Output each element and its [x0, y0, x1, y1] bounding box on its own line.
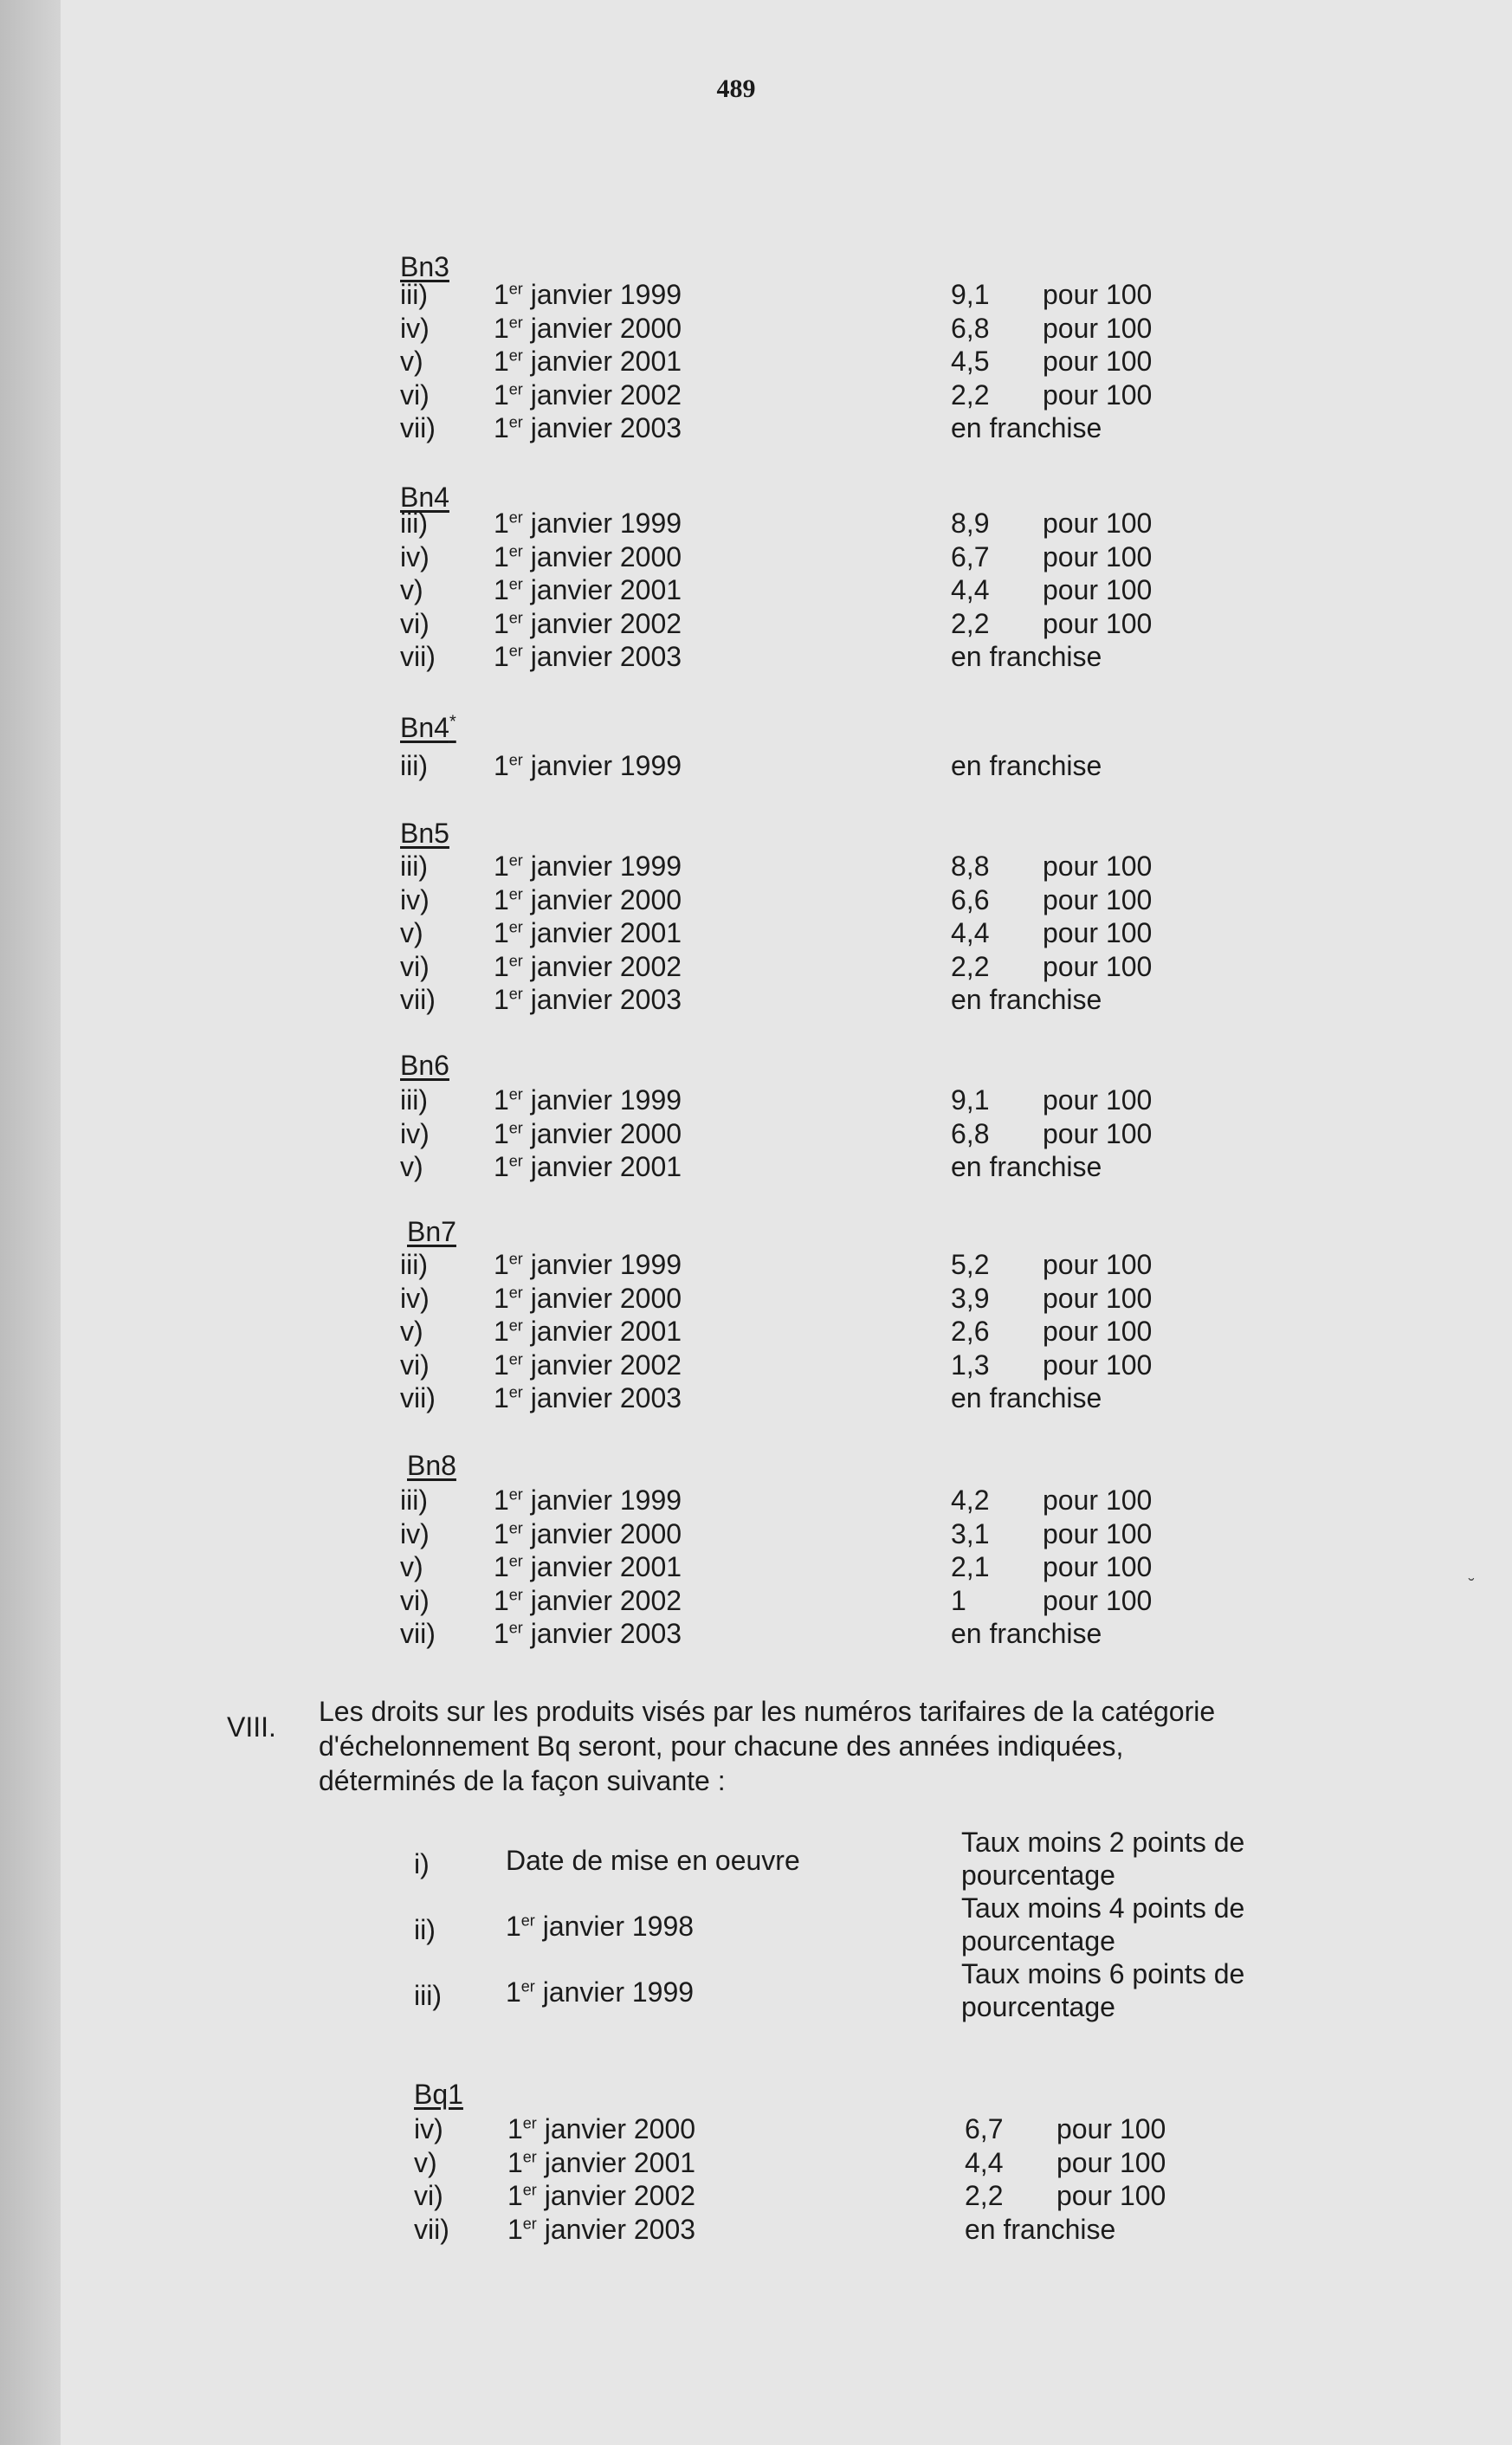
row-date: 1er janvier 2003 [494, 1618, 682, 1649]
row-rate-unit: pour 100 [1043, 883, 1153, 915]
row-rate-value: 6,8 [951, 312, 990, 344]
schedule-row [0, 1585, 1512, 1620]
row-rate-value: 6,7 [951, 540, 990, 572]
footnote-asterisk: * [449, 712, 456, 732]
schedule-row [0, 279, 1512, 314]
row-rate-unit: pour 100 [1043, 312, 1153, 344]
row-date: 1er janvier 2000 [494, 883, 682, 915]
row-roman-numeral: v) [400, 1316, 423, 1347]
row-rate-value: 5,2 [951, 1249, 990, 1280]
row-rate-value: 8,9 [951, 508, 990, 539]
schedule-roman-numeral: ii) [414, 1914, 436, 1945]
row-duty-free: en franchise [951, 1151, 1102, 1182]
row-roman-numeral: vi) [400, 950, 430, 982]
row-date: 1er janvier 1999 [494, 851, 682, 882]
row-rate-value: 3,1 [951, 1517, 990, 1549]
row-rate-unit: pour 100 [1043, 279, 1153, 310]
row-date: 1er janvier 2001 [494, 917, 682, 948]
staging-category-title: Bn4 [400, 482, 449, 513]
row-date: 1er janvier 2002 [507, 2180, 696, 2211]
schedule-rate: Taux moins 4 points de pourcentage [961, 1892, 1245, 1957]
staging-category-title: Bn7 [407, 1216, 456, 1247]
row-roman-numeral: iii) [400, 1249, 428, 1280]
row-roman-numeral: v) [400, 574, 423, 605]
schedule-row [0, 641, 1512, 676]
row-rate-unit: pour 100 [1043, 1349, 1153, 1381]
row-rate-value: 1,3 [951, 1349, 990, 1381]
row-rate-value: 6,8 [951, 1117, 990, 1149]
schedule-row [0, 917, 1512, 952]
row-roman-numeral: iii) [400, 1084, 428, 1116]
row-rate-value: 4,2 [951, 1484, 990, 1516]
row-date: 1er janvier 2002 [494, 378, 682, 411]
row-rate-unit: pour 100 [1043, 540, 1153, 572]
schedule-row [0, 884, 1512, 919]
schedule-row [14, 2113, 1512, 2148]
schedule-row [0, 851, 1512, 885]
row-rate-unit: pour 100 [1056, 2180, 1166, 2211]
row-roman-numeral: vii) [400, 641, 436, 672]
row-duty-free: en franchise [951, 984, 1102, 1015]
row-roman-numeral: iv) [400, 540, 430, 572]
schedule-row [0, 984, 1512, 1019]
schedule-roman-numeral: iii) [414, 1980, 442, 2011]
row-rate-unit: pour 100 [1043, 917, 1153, 948]
row-date: 1er janvier 2000 [494, 1282, 682, 1314]
schedule-row [0, 346, 1512, 380]
row-date: 1er janvier 2000 [507, 2113, 696, 2144]
row-rate-unit: pour 100 [1043, 1282, 1153, 1314]
row-rate-unit: pour 100 [1043, 851, 1153, 882]
schedule-row [0, 1249, 1512, 1284]
schedule-row [0, 379, 1512, 414]
row-date: 1er janvier 2003 [494, 412, 682, 443]
row-roman-numeral: v) [400, 1151, 423, 1182]
row-date: 1er janvier 2001 [494, 346, 682, 377]
row-duty-free: en franchise [951, 1618, 1102, 1649]
schedule-row [0, 1551, 1512, 1586]
row-date: 1er janvier 1999 [494, 1084, 682, 1116]
row-roman-numeral: vi) [400, 378, 430, 411]
row-roman-numeral: iv) [400, 883, 430, 915]
row-roman-numeral: iv) [400, 1117, 430, 1149]
row-rate-value: 9,1 [951, 1084, 990, 1116]
row-rate-value: 4,4 [951, 574, 990, 605]
row-roman-numeral: vi) [400, 1349, 430, 1381]
row-rate-value: 2,2 [951, 607, 990, 639]
schedule-date-label: 1er janvier 1999 [506, 1976, 695, 2008]
schedule-row [0, 1151, 1512, 1186]
row-rate-value: 9,1 [951, 279, 990, 310]
row-date: 1er janvier 2003 [494, 984, 682, 1015]
row-date: 1er janvier 2003 [507, 2213, 696, 2245]
row-date: 1er janvier 1999 [494, 508, 682, 539]
row-duty-free: en franchise [951, 1382, 1102, 1413]
row-rate-unit: pour 100 [1043, 607, 1153, 639]
row-rate-unit: pour 100 [1056, 2146, 1166, 2178]
row-rate-value: 6,6 [951, 883, 990, 915]
row-roman-numeral: v) [414, 2146, 437, 2178]
schedule-rate: Taux moins 6 points de pourcentage [961, 1958, 1245, 2022]
staging-category-title: Bn4* [400, 712, 456, 743]
row-rate-value: 4,4 [965, 2146, 1004, 2178]
row-roman-numeral: iii) [400, 750, 428, 781]
row-date: 1er janvier 1999 [494, 750, 682, 781]
row-date: 1er janvier 2002 [494, 1584, 682, 1616]
schedule-date-label: 1er janvier 1998 [506, 1911, 695, 1942]
row-rate-unit: pour 100 [1043, 950, 1153, 982]
row-date: 1er janvier 2001 [494, 1151, 682, 1182]
row-date: 1er janvier 2002 [494, 607, 682, 639]
row-roman-numeral: vii) [400, 1382, 436, 1413]
row-rate-value: 2,2 [965, 2180, 1004, 2211]
row-rate-value: 2,2 [951, 378, 990, 411]
row-roman-numeral: vi) [400, 1584, 430, 1616]
row-rate-unit: pour 100 [1043, 574, 1153, 605]
staging-category-title: Bq1 [414, 2079, 463, 2110]
schedule-row [14, 2214, 1512, 2248]
schedule-row [0, 1618, 1512, 1653]
row-rate-unit: pour 100 [1043, 1316, 1153, 1347]
row-roman-numeral: vii) [400, 412, 436, 443]
staging-category-title: Bn3 [400, 251, 449, 282]
staging-category-title: Bn8 [407, 1450, 456, 1481]
row-date: 1er janvier 2001 [494, 1551, 682, 1582]
page-number: 489 [716, 74, 756, 103]
row-date: 1er janvier 1999 [494, 279, 682, 310]
schedule-row [14, 2147, 1512, 2182]
row-date: 1er janvier 1999 [494, 1484, 682, 1516]
schedule-row [0, 1316, 1512, 1350]
row-rate-value: 2,2 [951, 950, 990, 982]
row-roman-numeral: iv) [400, 1517, 430, 1549]
row-rate-unit: pour 100 [1043, 1584, 1153, 1616]
schedule-row [0, 574, 1512, 609]
schedule-row [0, 541, 1512, 576]
schedule-row [0, 508, 1512, 542]
row-rate-value: 2,1 [951, 1551, 990, 1582]
row-rate-unit: pour 100 [1043, 1249, 1153, 1280]
row-roman-numeral: vi) [414, 2180, 443, 2211]
row-duty-free: en franchise [951, 641, 1102, 672]
row-rate-unit: pour 100 [1043, 1084, 1153, 1116]
schedule-row [0, 313, 1512, 347]
row-duty-free: en franchise [951, 412, 1102, 443]
row-roman-numeral: iii) [400, 851, 428, 882]
paragraph-text: Les droits sur les produits visés par les numéros tarifaires de la catégorie d'échelonnement Bq seront, pour chacune des années indiquées, déterminés de la façon suivante : [319, 1696, 1216, 1796]
schedule-row [0, 951, 1512, 986]
row-roman-numeral: vii) [400, 984, 436, 1015]
row-rate-unit: pour 100 [1043, 1517, 1153, 1549]
schedule-roman-numeral: i) [414, 1848, 430, 1879]
row-rate-value: 1 [951, 1584, 966, 1616]
schedule-rate: Taux moins 2 points de pourcentage [961, 1827, 1245, 1891]
row-date: 1er janvier 2003 [494, 1382, 682, 1413]
row-date: 1er janvier 2001 [507, 2146, 696, 2178]
row-rate-unit: pour 100 [1043, 346, 1153, 377]
schedule-row [0, 1484, 1512, 1519]
row-date: 1er janvier 2000 [494, 1517, 682, 1549]
row-date: 1er janvier 2000 [494, 1117, 682, 1149]
schedule-row [14, 2180, 1512, 2215]
row-roman-numeral: iv) [400, 1282, 430, 1314]
row-rate-value: 2,6 [951, 1316, 990, 1347]
schedule-row [0, 608, 1512, 643]
schedule-row [0, 1349, 1512, 1384]
row-roman-numeral: iv) [414, 2113, 443, 2144]
row-roman-numeral: iv) [400, 312, 430, 344]
row-rate-value: 6,7 [965, 2113, 1004, 2144]
row-rate-unit: pour 100 [1043, 508, 1153, 539]
row-rate-value: 4,4 [951, 917, 990, 948]
schedule-date-label: Date de mise en oeuvre [506, 1845, 800, 1876]
row-date: 1er janvier 2000 [494, 312, 682, 344]
row-rate-unit: pour 100 [1043, 378, 1153, 411]
row-date: 1er janvier 2002 [494, 1349, 682, 1381]
schedule-row [0, 1382, 1512, 1417]
row-roman-numeral: iii) [400, 1484, 428, 1516]
row-roman-numeral: iii) [400, 279, 428, 310]
row-date: 1er janvier 2001 [494, 574, 682, 605]
schedule-row [0, 1283, 1512, 1317]
row-date: 1er janvier 2001 [494, 1316, 682, 1347]
row-roman-numeral: v) [400, 917, 423, 948]
schedule-row [0, 412, 1512, 447]
schedule-row [0, 1118, 1512, 1153]
schedule-row [0, 1084, 1512, 1119]
row-rate-value: 4,5 [951, 346, 990, 377]
staging-category-title: Bn5 [400, 818, 449, 849]
row-date: 1er janvier 2000 [494, 540, 682, 572]
row-rate-unit: pour 100 [1043, 1484, 1153, 1516]
row-rate-unit: pour 100 [1056, 2113, 1166, 2144]
row-rate-value: 8,8 [951, 851, 990, 882]
schedule-row [0, 1518, 1512, 1553]
schedule-row [0, 750, 1512, 785]
staging-category-title: Bn6 [400, 1050, 449, 1081]
row-date: 1er janvier 2002 [494, 950, 682, 982]
row-duty-free: en franchise [951, 750, 1102, 781]
margin-mark: ˘ [1469, 1576, 1475, 1595]
row-date: 1er janvier 1999 [494, 1249, 682, 1280]
row-roman-numeral: v) [400, 1551, 423, 1582]
row-date: 1er janvier 2003 [494, 641, 682, 672]
row-roman-numeral: vii) [414, 2213, 449, 2245]
row-roman-numeral: vi) [400, 607, 430, 639]
row-roman-numeral: vii) [400, 1618, 436, 1649]
row-roman-numeral: iii) [400, 508, 428, 539]
row-rate-value: 3,9 [951, 1282, 990, 1314]
row-rate-unit: pour 100 [1043, 1117, 1153, 1149]
paragraph-number: VIII. [227, 1711, 276, 1743]
row-duty-free: en franchise [965, 2213, 1116, 2245]
row-rate-unit: pour 100 [1043, 1551, 1153, 1582]
row-roman-numeral: v) [400, 346, 423, 377]
